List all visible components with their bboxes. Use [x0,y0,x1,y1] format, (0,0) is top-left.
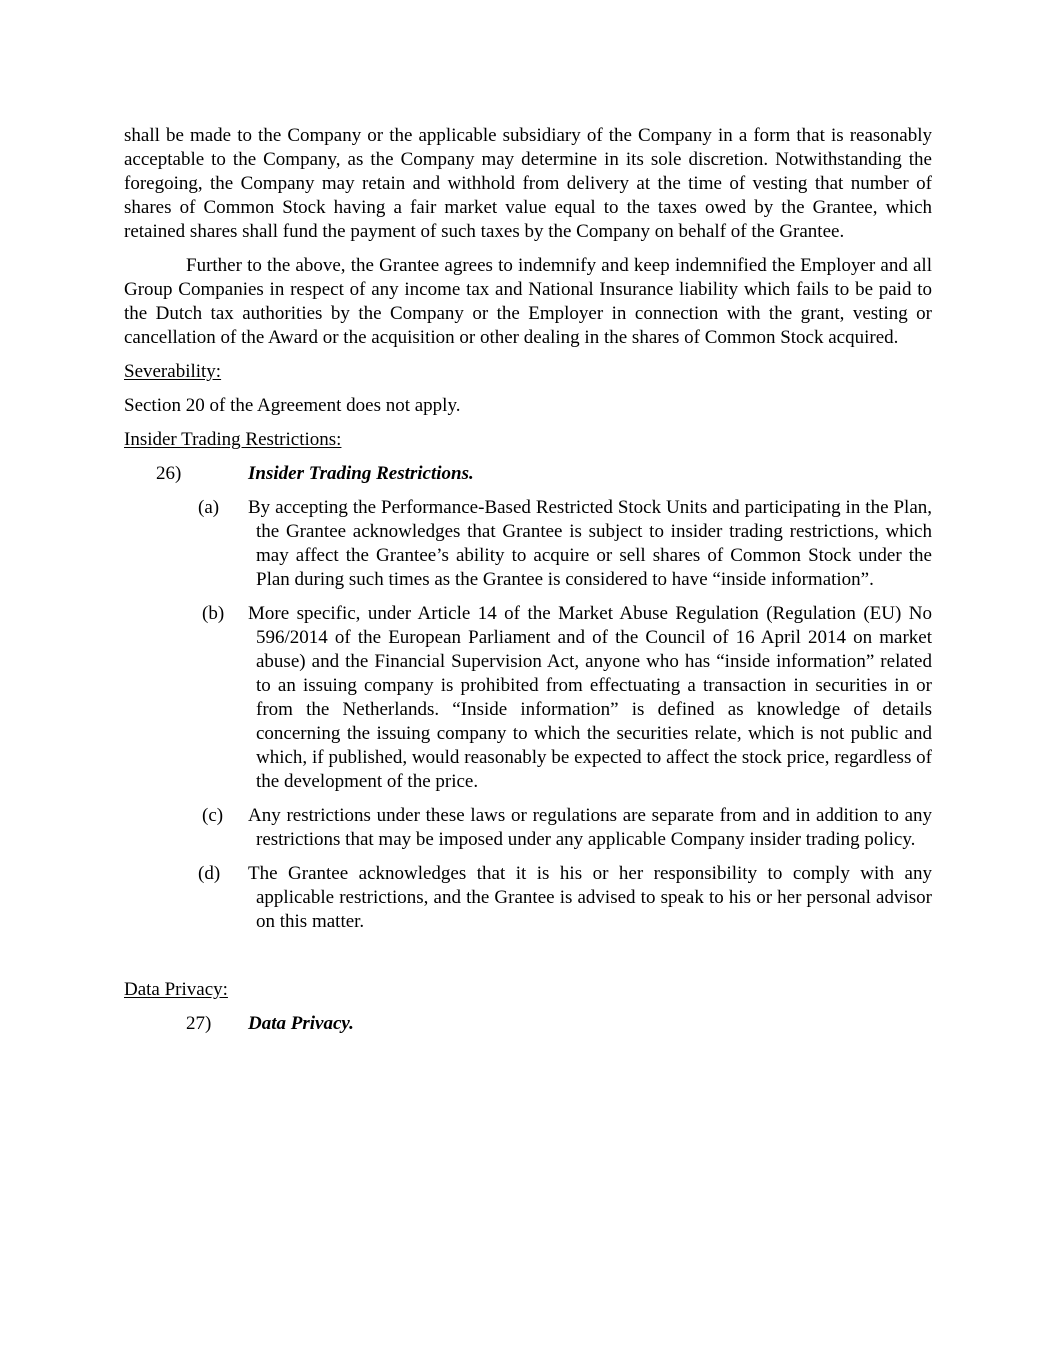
section-number: 27) [186,1013,212,1034]
section-27-row [124,1012,932,1036]
list-item-a [124,496,932,592]
section-spacer [124,944,932,978]
insider-trading-heading: Insider Trading Restrictions: [124,429,342,450]
item-text: By accepting the Performance-Based Restricted Stock Units and participating in the Plan, the Grantee acknowledges that Grantee is subject to insider trading restrictions, which may affect the Grantee’s ability to acquire or sell shares of Common Stock under the Plan during such times as the Grantee is considered to have “inside information”. [248,497,932,590]
item-letter: (d) [198,863,221,884]
indemnify-paragraph: Further to the above, the Grantee agrees to indemnify and keep indemnified the Employer and all Group Companies in respect of any income tax and National Insurance liability which fails to be paid to the Dutch tax authorities by the Company or the Employer in connection with the grant, vesting or cancellation of the Award or the acquisition or other dealing in the shares of Common Stock acquired. [124,255,932,348]
intro-paragraph: shall be made to the Company or the applicable subsidiary of the Company in a form that is reasonably acceptable to the Company, as the Company may determine in its sole discretion. Notwithstanding the foregoing, the Company may retain and withhold from delivery at the time of vesting that number of shares of Common Stock having a fair market value equal to the taxes owed by the Grantee, which retained shares shall fund the payment of such taxes by the Company on behalf of the Grantee. [124,125,932,242]
data-privacy-heading: Data Privacy: [124,979,228,1000]
item-text: More specific, under Article 14 of the Market Abuse Regulation (Regulation (EU) No 596/2014 of the European Parliament and of the Council of 16 April 2014 on market abuse) and the Financial Supervision Act, anyone who has “inside information” related to an issuing company is prohibited from effectuating a transaction in securities in or from the Netherlands. “Inside information” is defined as knowledge of details concerning the issuing company to which the securities relate, which is not public and which, if published, would reasonably be expected to affect the stock price, regardless of the development of the price. [248,603,932,792]
item-text: Any restrictions under these laws or regulations are separate from and in addition to any restrictions that may be imposed under any applicable Company insider trading policy. [248,805,932,850]
item-letter: (a) [198,497,220,518]
item-letter: (b) [202,603,225,624]
list-item-c [124,804,932,852]
section-title: Insider Trading Restrictions. [248,463,474,484]
document-page [124,124,932,1046]
severability-heading: Severability: [124,361,222,382]
section-26-row [124,462,932,486]
list-item-d [124,862,932,934]
section-title: Data Privacy. [248,1013,354,1034]
item-letter: (c) [202,805,224,826]
severability-text: Section 20 of the Agreement does not apply. [124,395,461,416]
section-number: 26) [156,463,182,484]
item-text: The Grantee acknowledges that it is his or her responsibility to comply with any applicable restrictions, and the Grantee is advised to speak to his or her personal advisor on this matter. [248,863,932,932]
list-item-b [124,602,932,794]
